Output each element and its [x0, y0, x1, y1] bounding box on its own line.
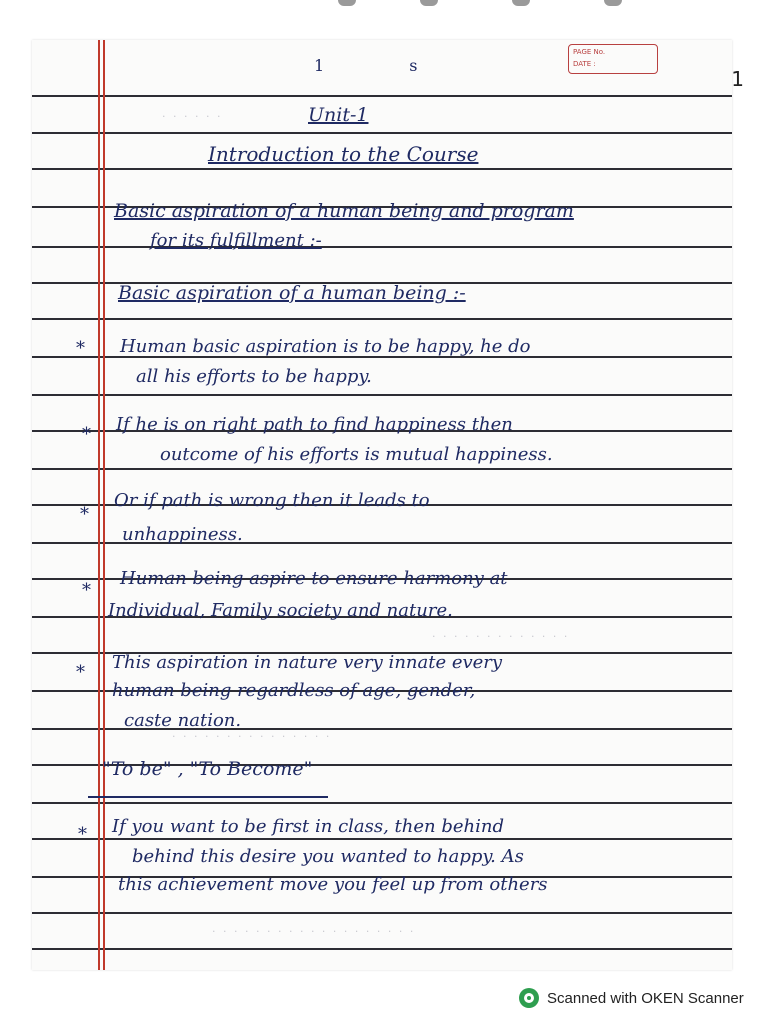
scanner-watermark [519, 988, 744, 1008]
oken-logo-icon [519, 988, 539, 1008]
bleed-through: · · · · · · · · · · · · · · · [172, 730, 332, 743]
bleed-through: · · · · · · · · · · · · · [432, 630, 570, 643]
toolbar-icon [604, 0, 622, 6]
section-heading-cont: for its fulfillment :- [150, 230, 322, 251]
para-2-line-2: outcome of his efforts is mutual happiness. [160, 444, 553, 465]
bullet-5: * [76, 662, 85, 683]
page-date-stamp [568, 44, 658, 74]
para-5-line-1: This aspiration in nature very innate every [112, 652, 503, 673]
para-2-line-1: If he is on right path to find happiness then [116, 414, 513, 435]
ruled-line [32, 318, 732, 320]
para-1-line-1: Human basic aspiration is to be happy, he do [120, 336, 531, 357]
toolbar-icon [338, 0, 356, 6]
bullet-2: * [82, 424, 91, 445]
header-marks: 1 s [314, 56, 458, 75]
notebook-page [32, 40, 732, 970]
para-3-line-2: unhappiness. [122, 524, 243, 545]
ruled-line [32, 948, 732, 950]
ruled-line [32, 246, 732, 248]
para-3-line-1: Or if path is wrong then it leads to [114, 490, 430, 511]
para-1-line-2: all his efforts to be happy. [136, 366, 372, 387]
bleed-through: · · · · · · [162, 110, 223, 123]
margin-line [98, 40, 100, 970]
para-6-line-1: If you want to be first in class, then behind [112, 816, 504, 837]
section-divider [88, 796, 328, 798]
page-number: 1 [731, 67, 744, 91]
bullet-6: * [78, 824, 87, 845]
para-6-line-3: this achievement move you feel up from others [118, 874, 548, 895]
para-6-line-2: behind this desire you wanted to happy. As [132, 846, 524, 867]
margin-line [103, 40, 105, 970]
ruled-line [32, 912, 732, 914]
bullet-1: * [76, 338, 85, 359]
ruled-line [32, 802, 732, 804]
unit-heading: Unit-1 [308, 104, 369, 126]
page-title: Introduction to the Course [208, 142, 479, 166]
bullet-3: * [80, 504, 89, 525]
scanner-toolbar [0, 0, 768, 14]
ruled-line [32, 394, 732, 396]
para-4-line-1: Human being aspire to ensure harmony at [120, 568, 508, 589]
bullet-4: * [82, 580, 91, 601]
ruled-line [32, 95, 732, 97]
toolbar-icon [420, 0, 438, 6]
bleed-through: · · · · · · · · · · · · · · · · · · · [212, 925, 416, 938]
sub-heading: Basic aspiration of a human being :- [118, 282, 466, 304]
section-heading: Basic aspiration of a human being and program [114, 200, 574, 222]
ruled-line [32, 132, 732, 134]
stamp-date-label: DATE : [573, 60, 596, 68]
scanner-label: Scanned with OKEN Scanner [547, 989, 744, 1007]
ruled-line [32, 168, 732, 170]
stamp-page-label: PAGE No. [573, 48, 606, 56]
to-be-to-become: "To be" , "To Become" [102, 758, 313, 780]
ruled-line [32, 838, 732, 840]
para-5-line-3: caste nation. [124, 710, 242, 731]
ruled-line [32, 468, 732, 470]
para-4-line-2: Individual, Family society and nature. [108, 600, 453, 621]
para-5-line-2: human being regardless of age, gender, [112, 680, 476, 701]
toolbar-icon [512, 0, 530, 6]
